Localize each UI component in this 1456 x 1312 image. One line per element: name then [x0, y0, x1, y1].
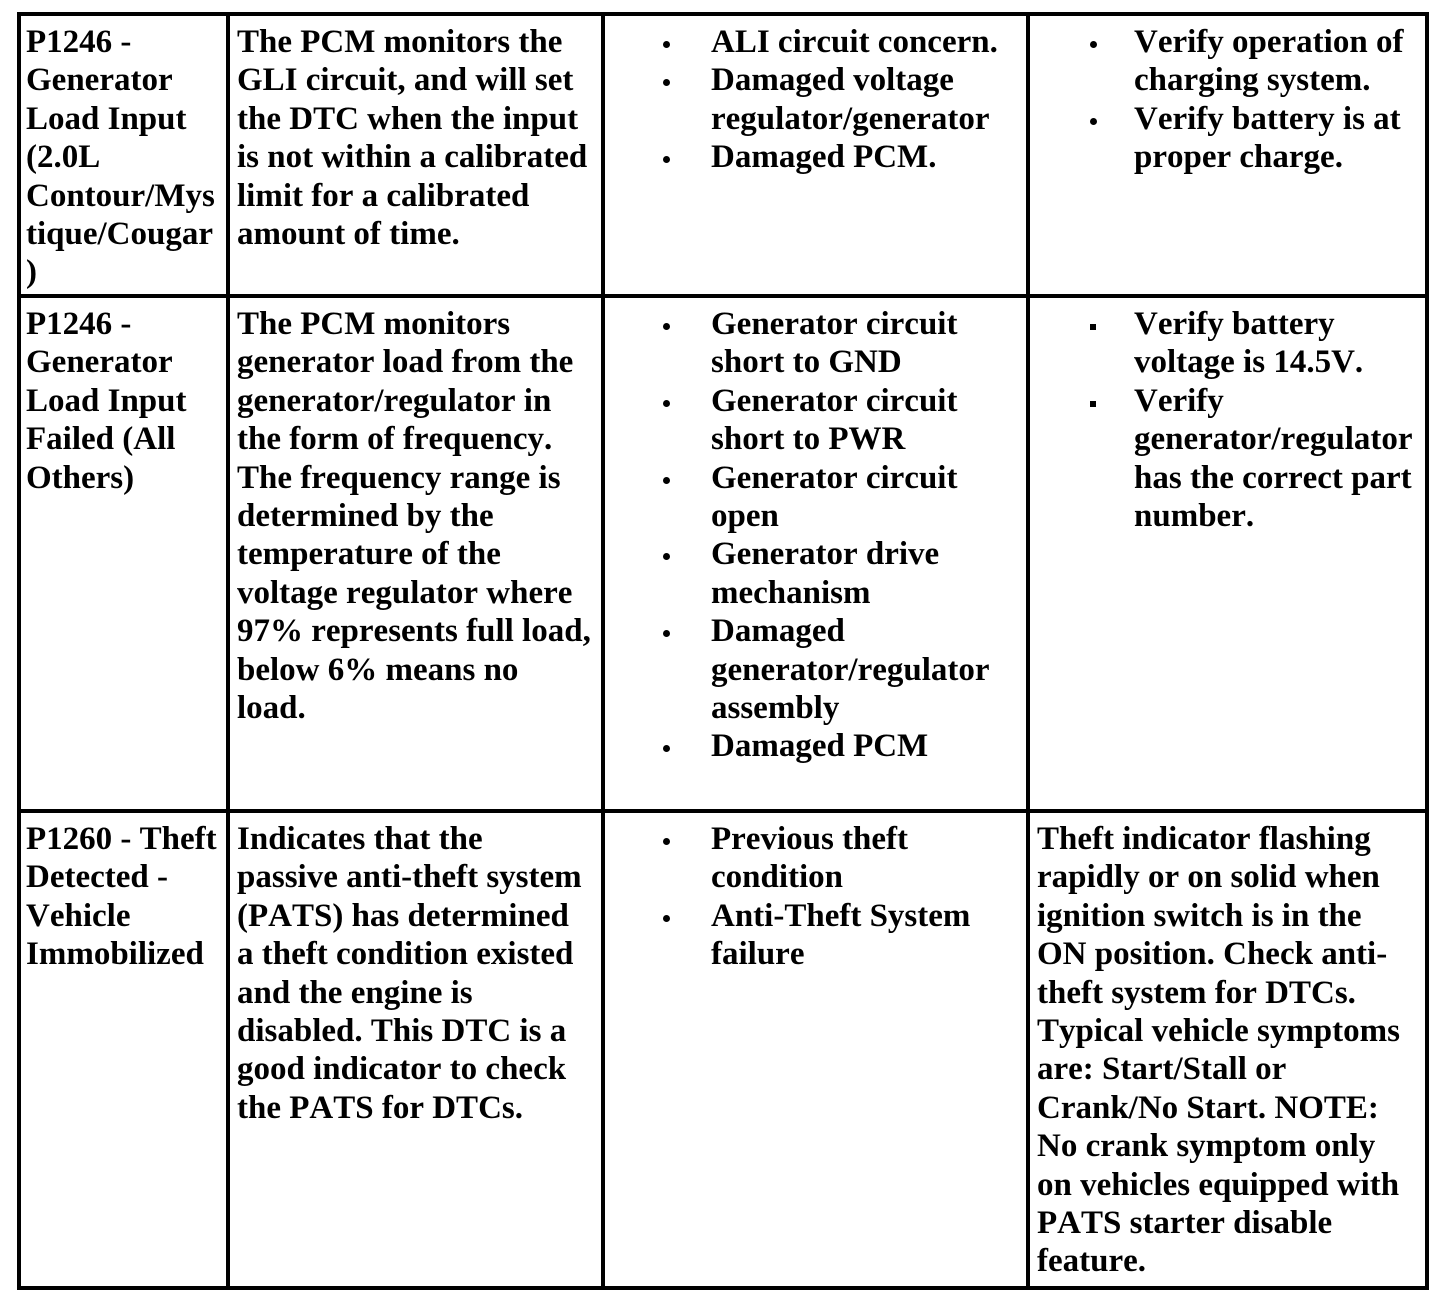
- cause-text: Anti-Theft System failure: [711, 897, 971, 973]
- dtc-description-cell: [230, 16, 601, 294]
- cause-text: ALI circuit concern.: [711, 24, 998, 60]
- diagnostic-actions-cell: [1030, 16, 1425, 294]
- dtc-description: The PCM monitors generator load from the generator/regulator in the form of frequency. The frequency range is determined by the temperature of the voltage regulator where 97% represents full load, below 6% means no load.: [237, 306, 591, 727]
- round-bullet-icon: [663, 745, 670, 752]
- list-item: [605, 459, 1026, 536]
- dtc-code-cell: [21, 16, 226, 294]
- cause-text: Damaged voltage regulator/generator: [711, 62, 990, 137]
- round-bullet-icon: [663, 477, 670, 484]
- list-item: [605, 138, 1026, 176]
- list-item: [605, 305, 1026, 382]
- list-item: [605, 23, 1026, 61]
- square-bullet-icon: [1090, 401, 1096, 407]
- diagnostic-actions-cell: [1030, 298, 1425, 809]
- cause-text: Generator circuit short to PWR: [711, 382, 958, 458]
- dtc-code-cell: [21, 298, 226, 809]
- cause-text: Damaged PCM.: [711, 139, 937, 176]
- possible-causes-list: [605, 23, 1026, 177]
- possible-causes-cell: [605, 813, 1026, 1286]
- diagnostic-actions-cell: [1030, 813, 1425, 1286]
- round-bullet-icon: [663, 79, 670, 86]
- dtc-code: P1260 - Theft Detected - Vehicle Immobilized: [26, 821, 217, 973]
- action-text: Verify battery is at proper charge.: [1134, 100, 1401, 176]
- possible-causes-list: [605, 820, 1026, 974]
- list-item: [605, 727, 1026, 765]
- possible-causes-cell: [605, 16, 1026, 294]
- round-bullet-icon: [663, 838, 670, 845]
- list-item: [605, 897, 1026, 974]
- cause-text: Damaged PCM: [711, 728, 929, 765]
- list-item: [1030, 382, 1425, 536]
- round-bullet-icon: [663, 630, 670, 637]
- diagnostic-actions-list: [1030, 23, 1425, 177]
- list-item: [605, 612, 1026, 727]
- round-bullet-icon: [1090, 118, 1097, 125]
- round-bullet-icon: [663, 323, 670, 330]
- list-item: [605, 535, 1026, 612]
- cause-text: Generator drive mechanism: [711, 536, 940, 611]
- dtc-description-cell: [230, 813, 601, 1286]
- list-item: [605, 382, 1026, 459]
- dtc-description-cell: [230, 298, 601, 809]
- list-item: [605, 61, 1026, 138]
- round-bullet-icon: [1090, 41, 1097, 48]
- round-bullet-icon: [663, 156, 670, 163]
- round-bullet-icon: [663, 915, 670, 922]
- dtc-description: The PCM monitors the GLI circuit, and will set the DTC when the input is not within a calibrated limit for a calibrated amount of time.: [237, 24, 588, 253]
- round-bullet-icon: [663, 41, 670, 48]
- action-text: Verify battery voltage is 14.5V.: [1134, 306, 1364, 381]
- list-item: [1030, 100, 1425, 177]
- diagnostic-actions-list: [1030, 305, 1425, 535]
- cause-text: Previous theft condition: [711, 821, 909, 896]
- possible-causes-list: [605, 305, 1026, 766]
- dtc-description: Indicates that the passive anti-theft system (PATS) has determined a theft condition existed and the engine is disabled. This DTC is a good indicator to check the PATS for DTCs.: [237, 821, 582, 1126]
- round-bullet-icon: [663, 553, 670, 560]
- action-text: Verify generator/regulator has the correct part number.: [1134, 382, 1413, 535]
- list-item: [605, 820, 1026, 897]
- action-paragraph: Theft indicator flashing rapidly or on solid when ignition switch is in the ON position. Check anti-theft system for DTCs. Typical vehicle symptoms are: Start/Stall or Crank/No Start. NOTE: No crank symptom only on vehicles equipped with PATS starter disable feature.: [1037, 821, 1400, 1280]
- cause-text: Generator circuit short to GND: [711, 306, 958, 381]
- list-item: [1030, 23, 1425, 100]
- dtc-code-cell: [21, 813, 226, 1286]
- action-text: Verify operation of charging system.: [1134, 24, 1404, 99]
- dtc-code: P1246 - Generator Load Input (2.0L Contour/Mystique/Cougar): [26, 24, 215, 291]
- dtc-code: P1246 - Generator Load Input Failed (All Others): [26, 306, 187, 496]
- square-bullet-icon: [1090, 324, 1096, 330]
- round-bullet-icon: [663, 400, 670, 407]
- dtc-table: [17, 12, 1429, 1290]
- cause-text: Damaged generator/regulator assembly: [711, 613, 990, 727]
- possible-causes-cell: [605, 298, 1026, 809]
- cause-text: Generator circuit open: [711, 459, 958, 535]
- list-item: [1030, 305, 1425, 382]
